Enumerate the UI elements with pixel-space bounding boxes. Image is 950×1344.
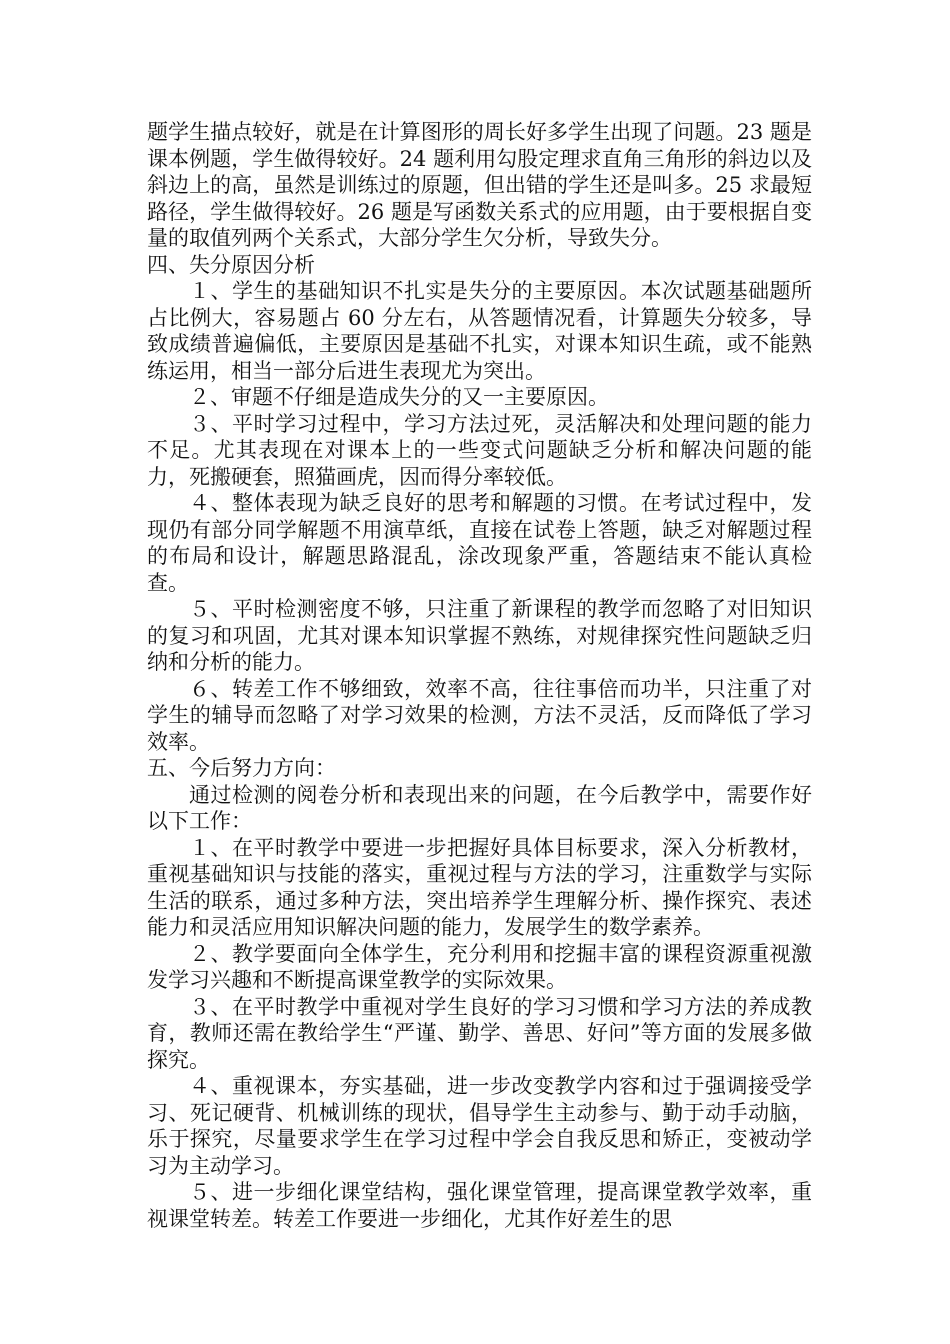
paragraph-reason-5: ５、平时检测密度不够，只注重了新课程的教学而忽略了对旧知识的复习和巩固，尤其对课本知识掌握不熟练，对规律探究性问题缺乏归纳和分析的能力。 bbox=[147, 597, 812, 674]
document-body bbox=[147, 119, 812, 1232]
paragraph-direction-2: ２、教学要面向全体学生，充分利用和挖掘丰富的课程资源重视激发学习兴趣和不断提高课堂教学的实际效果。 bbox=[147, 941, 812, 992]
paragraph-reason-3: ３、平时学习过程中，学习方法过死，灵活解决和处理问题的能力不足。尤其表现在对课本上的一些变式问题缺乏分析和解决问题的能力，死搬硬套，照猫画虎，因而得分率较低。 bbox=[147, 411, 812, 489]
section-heading-four: 四、失分原因分析 bbox=[147, 252, 315, 277]
section-heading-five: 五、今后努力方向： bbox=[147, 756, 336, 780]
paragraph-reason-1: １、学生的基础知识不扎实是失分的主要原因。本次试题基础题所占比例大，容易题占 60 分左右，从答题情况看，计算题失分较多，导致成绩普遍偏低，主要原因是基础不扎实，对课本知识生疏，或不能熟练运用，相当一部分后进生表现尤为突出。 bbox=[147, 279, 812, 383]
paragraph-reason-4: ４、整体表现为缺乏良好的思考和解题的习惯。在考试过程中，发现仍有部分同学解题不用演草纸，直接在试卷上答题，缺乏对解题过程的布局和设计，解题思路混乱，涂改现象严重，答题结束不能认真检查。 bbox=[147, 491, 812, 595]
paragraph-intro: 通过检测的阅卷分析和表现出来的问题，在今后教学中，需要作好以下工作： bbox=[147, 782, 812, 833]
paragraph-direction-4: ４、重视课本，夯实基础，进一步改变教学内容和过于强调接受学习、死记硬背、机械训练的现状，倡导学生主动参与、勤于动手动脑，乐于探究，尽量要求学生在学习过程中学会自我反思和矫正，变被动学习为主动学习。 bbox=[147, 1074, 812, 1178]
paragraph-direction-3: ３、在平时教学中重视对学生良好的学习习惯和学习方法的养成教育，教师还需在教给学生“严谨、勤学、善思、好问”等方面的发展多做探究。 bbox=[147, 994, 812, 1072]
paragraph-direction-1: １、在平时教学中要进一步把握好具体目标要求，深入分析教材，重视基础知识与技能的落实，重视过程与方法的学习，注重数学与实际生活的联系，通过多种方法，突出培养学生理解分析、操作探究、表述能力和灵活应用知识解决问题的能力，发展学生的数学素养。 bbox=[147, 835, 812, 939]
paragraph-direction-5: ５、进一步细化课堂结构，强化课堂管理，提高课堂教学效率，重视课堂转差。转差工作要进一步细化，尤其作好差生的思 bbox=[147, 1180, 812, 1231]
paragraph-reason-6: ６、转差工作不够细致，效率不高，往往事倍而功半，只注重了对学生的辅导而忽略了对学习效果的检测，方法不灵活，反而降低了学习效率。 bbox=[147, 676, 812, 754]
paragraph-continuation: 题学生描点较好，就是在计算图形的周长好多学生出现了问题。23 题是课本例题，学生做得较好。24 题利用勾股定理求直角三角形的斜边以及斜边上的高，虽然是训练过的原题，但出错的学生还是叫多。25 求最短路径，学生做得较好。26 题是写函数关系式的应用题，由于要根据自变量的取值列两个关系式，大部分学生欠分析，导致失分。 bbox=[147, 120, 812, 250]
paragraph-reason-2: ２、审题不仔细是造成失分的又一主要原因。 bbox=[189, 385, 609, 409]
